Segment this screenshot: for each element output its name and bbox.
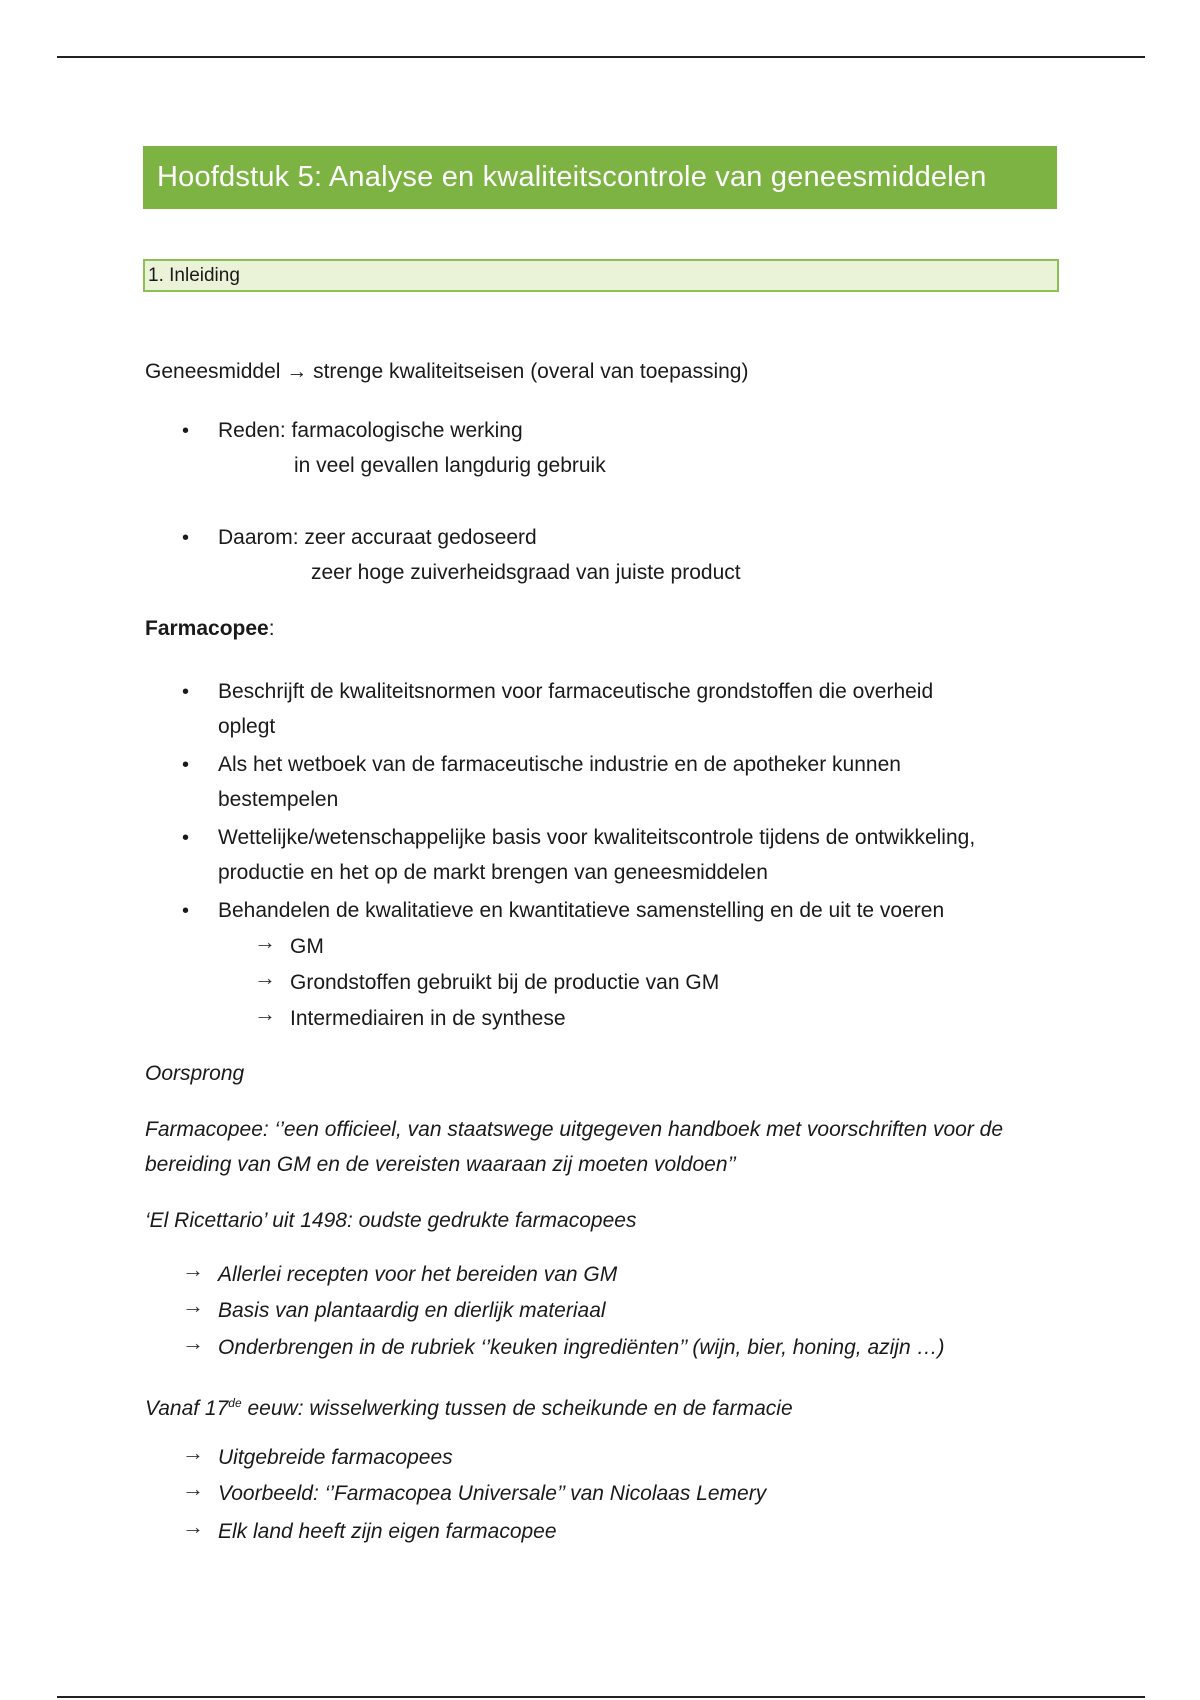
arrow-icon: →: [182, 1440, 204, 1465]
reason-continuation: in veel gevallen langdurig gebruik: [294, 454, 606, 477]
oorsprong-heading: Oorsprong: [145, 1062, 245, 1085]
arrow-icon: →: [182, 1476, 204, 1501]
list-item: Beschrijft de kwaliteitsnormen voor farmaceutische grondstoffen die overheid: [218, 680, 934, 703]
arrow-icon: →: [182, 1330, 204, 1355]
list-item-continuation: bestempelen: [218, 788, 339, 811]
section-heading: [143, 259, 1059, 292]
bullet-icon: •: [182, 420, 190, 442]
reason-continuation: zeer hoge zuiverheidsgraad van juiste product: [311, 561, 741, 584]
definition-line: bereiding van GM en de vereisten waaraan zij moeten voldoen’’: [145, 1153, 737, 1176]
intro-text: Geneesmiddel → strenge kwaliteitseisen (overal van toepassing): [145, 360, 749, 383]
bullet-icon: •: [182, 754, 190, 776]
top-rule: [57, 56, 1145, 58]
sub-item: GM: [290, 935, 324, 958]
arrow-icon: →: [182, 1257, 204, 1282]
bullet-icon: •: [182, 900, 190, 922]
arrow-icon: →: [182, 1293, 204, 1318]
bullet-icon: •: [182, 527, 190, 549]
arrow-icon: →: [254, 965, 276, 990]
ricettario-text: ‘El Ricettario’ uit 1498: oudste gedrukte farmacopees: [145, 1209, 637, 1232]
arrow-icon: →: [254, 1001, 276, 1026]
sub-item: Elk land heeft zijn eigen farmacopee: [218, 1520, 557, 1543]
sub-item: Voorbeeld: ‘’Farmacopea Universale’’ van Nicolaas Lemery: [218, 1482, 767, 1505]
list-item-continuation: oplegt: [218, 715, 276, 738]
sub-item: Uitgebreide farmacopees: [218, 1446, 453, 1469]
chapter-heading: [143, 146, 1057, 209]
sub-item: Grondstoffen gebruikt bij de productie van GM: [290, 971, 720, 994]
farmacopee-heading: Farmacopee:: [145, 617, 275, 640]
bullet-icon: •: [182, 681, 190, 703]
reason-label: Reden: farmacologische werking: [218, 419, 523, 442]
vanaf-text: Vanaf 17de eeuw: wisselwerking tussen de scheikunde en de farmacie: [145, 1396, 793, 1420]
sub-item: Onderbrengen in de rubriek ‘’keuken ingrediënten’’ (wijn, bier, honing, azijn …): [218, 1336, 945, 1359]
bottom-rule: [57, 1696, 1145, 1698]
list-item: Wettelijke/wetenschappelijke basis voor kwaliteitscontrole tijdens de ontwikkeling,: [218, 826, 976, 849]
reason-label: Daarom: zeer accuraat gedoseerd: [218, 526, 537, 549]
sub-item: Basis van plantaardig en dierlijk materiaal: [218, 1299, 606, 1322]
sub-item: Allerlei recepten voor het bereiden van GM: [218, 1263, 618, 1286]
sub-item: Intermediairen in de synthese: [290, 1007, 566, 1030]
arrow-icon: →: [182, 1514, 204, 1539]
section-title: 1. Inleiding: [148, 264, 240, 286]
definition-line: Farmacopee: ‘’een officieel, van staatswege uitgegeven handboek met voorschriften voor de: [145, 1118, 1004, 1141]
chapter-title: Hoofdstuk 5: Analyse en kwaliteitscontrole van geneesmiddelen: [157, 161, 987, 193]
list-item: Behandelen de kwalitatieve en kwantitatieve samenstelling en de uit te voeren: [218, 899, 945, 922]
arrow-icon: →: [254, 929, 276, 954]
bullet-icon: •: [182, 827, 190, 849]
list-item: Als het wetboek van de farmaceutische industrie en de apotheker kunnen: [218, 753, 901, 776]
list-item-continuation: productie en het op de markt brengen van geneesmiddelen: [218, 861, 768, 884]
